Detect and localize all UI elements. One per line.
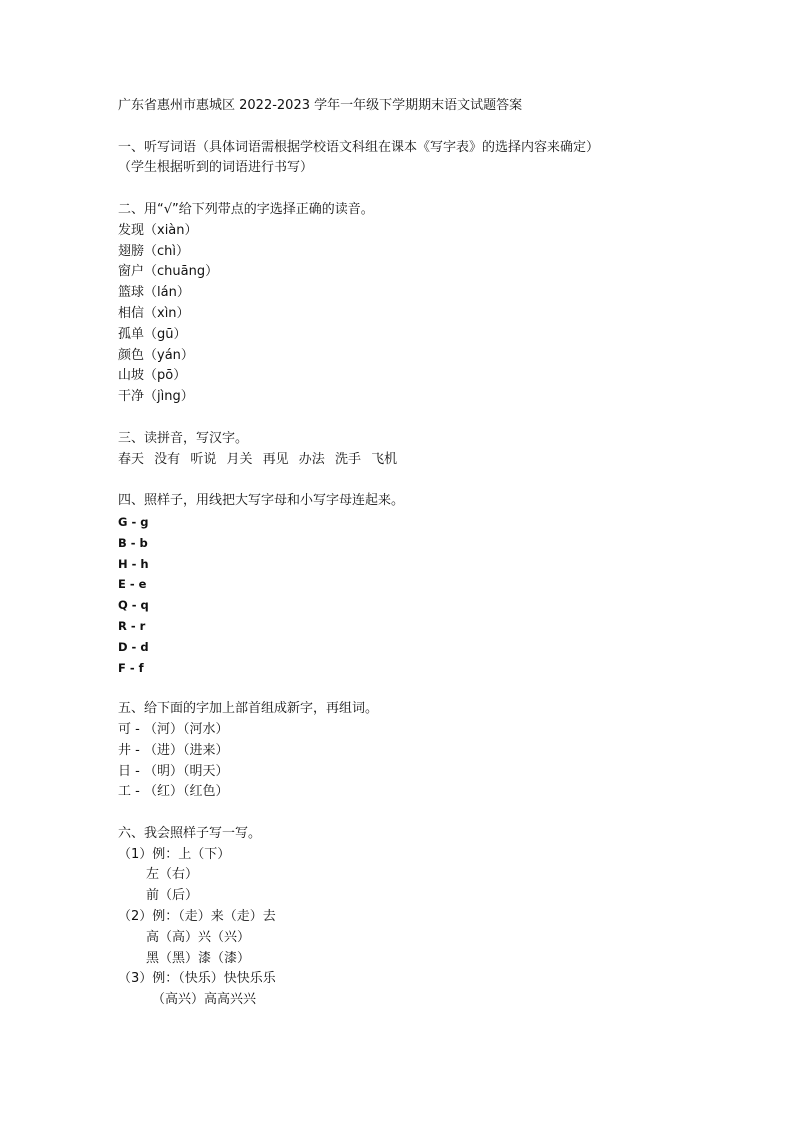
- q2-heading: 二、用“√”给下列带点的字选择正确的读音。: [118, 201, 374, 217]
- q6-line: （1）例：上（下）: [118, 846, 231, 862]
- q3-word: 春天: [118, 451, 145, 467]
- q6-line: 前（后）: [146, 888, 199, 904]
- q6-line: （2）例：（走）来（走）去: [118, 909, 276, 925]
- q2-item: 窗户（chuāng）: [118, 264, 219, 280]
- q2-item: 孤单（gū）: [118, 326, 187, 342]
- q5-item: 日 - （明）（明天）: [118, 763, 229, 779]
- q4-pair: Q - q: [118, 598, 149, 613]
- q6-line: 高（高）兴（兴）: [146, 929, 251, 945]
- spacer: [118, 179, 738, 200]
- spacer: [118, 470, 738, 491]
- q2-item: 发现（xiàn）: [118, 222, 198, 238]
- document-title: 广东省惠州市惠城区 2022-2023 学年一年级下学期期末语文试题答案: [118, 98, 523, 113]
- q2-item: 篮球（lán）: [118, 285, 190, 301]
- q4-pair: G - g: [118, 514, 149, 529]
- q4-pair: D - d: [118, 639, 149, 654]
- q5-item: 工 - （红）（红色）: [118, 784, 229, 800]
- q4-pair: B - b: [118, 535, 148, 550]
- q1-heading: 一、听写词语（具体词语需根据学校语文科组在课本《写字表》的选择内容来确定）: [118, 139, 600, 155]
- q3-word: 再见: [262, 451, 289, 467]
- q2-item: 颜色（yán）: [118, 347, 194, 363]
- document-page: [118, 96, 738, 1011]
- q4-pair: H - h: [118, 556, 149, 571]
- q4-pair: R - r: [118, 618, 146, 633]
- spacer: [118, 408, 738, 429]
- q6-line: 左（右）: [146, 867, 199, 883]
- q5-item: 可 - （河）（河水）: [118, 721, 229, 737]
- q6-line: （高兴）高高兴兴: [152, 992, 257, 1008]
- spacer: [118, 678, 738, 699]
- spacer: [118, 803, 738, 824]
- q4-heading: 四、照样子，用线把大写字母和小写字母连起来。: [118, 493, 405, 509]
- q1-note: （学生根据听到的词语进行书写）: [118, 160, 314, 176]
- q6-line: （3）例：（快乐）快快乐乐: [118, 971, 276, 987]
- q2-item: 山坡（pō）: [118, 368, 187, 384]
- q5-heading: 五、给下面的字加上部首组成新字，再组词。: [118, 701, 379, 717]
- q4-pair: E - e: [118, 577, 147, 592]
- q3-word: 办法: [298, 451, 325, 467]
- spacer: [118, 117, 738, 138]
- q3-heading: 三、读拼音，写汉字。: [118, 430, 249, 446]
- q4-pair: F - f: [118, 660, 144, 675]
- q2-item: 相信（xìn）: [118, 305, 190, 321]
- q3-word: 飞机: [371, 451, 398, 467]
- q3-word: 听说: [190, 451, 217, 467]
- q3-words: [118, 450, 738, 471]
- q2-item: 干净（jìng）: [118, 389, 194, 405]
- q3-word: 洗手: [334, 451, 361, 467]
- q3-word: 月关: [226, 451, 253, 467]
- q6-line: 黑（黑）漆（漆）: [146, 950, 251, 966]
- q2-item: 翅膀（chì）: [118, 243, 189, 259]
- q5-item: 井 - （进）（进来）: [118, 742, 229, 758]
- q6-heading: 六、我会照样子写一写。: [118, 825, 262, 841]
- q3-word: 没有: [154, 451, 181, 467]
